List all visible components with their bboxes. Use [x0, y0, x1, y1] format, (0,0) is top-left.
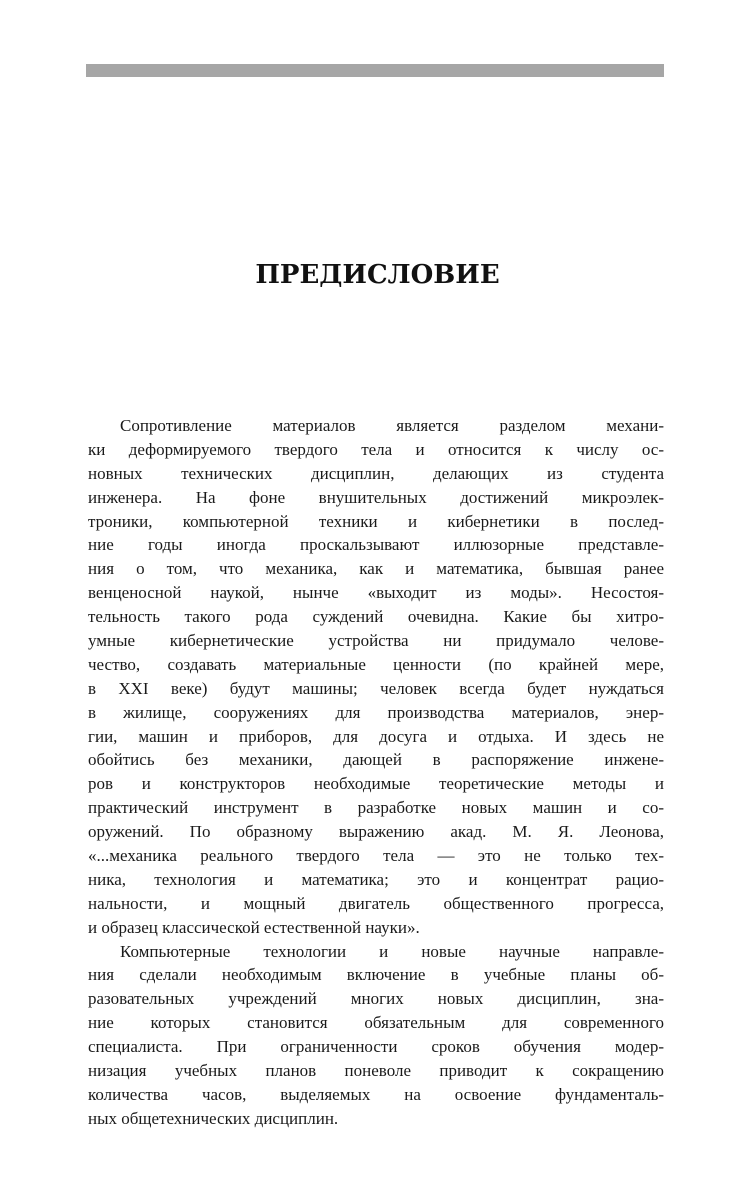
- text-line: практический инструмент в разработке новых машин и со-: [88, 798, 664, 818]
- paragraph-1: [88, 414, 664, 940]
- text-line: ных общетехнических дисциплин.: [88, 1108, 339, 1128]
- text-line: ния сделали необходимым включение в учебные планы об-: [88, 965, 664, 985]
- text-line: венценосной наукой, нынче «выходит из моды». Несостоя-: [88, 583, 664, 603]
- text-line: гии, машин и приборов, для досуга и отдыха. И здесь не: [88, 726, 664, 746]
- text-line: оружений. По образному выражению акад. М. Я. Леонова,: [88, 822, 664, 842]
- text-line: ров и конструкторов необходимые теоретические методы и: [88, 774, 664, 794]
- text-line: количества часов, выделяемых на освоение фундаменталь-: [88, 1084, 664, 1104]
- text-line: обойтись без механики, дающей в распоряжение инжене-: [88, 750, 664, 770]
- text-line: разовательных учреждений многих новых дисциплин, зна-: [88, 989, 664, 1009]
- text-line: Сопротивление материалов является разделом механи-: [120, 416, 664, 435]
- text-line: ние годы иногда проскальзывают иллюзорные представле-: [88, 535, 664, 555]
- text-line: ния о том, что механика, как и математика, бывшая ранее: [88, 559, 664, 579]
- text-line: специалиста. При ограниченности сроков обучения модер-: [88, 1037, 664, 1057]
- text-line: «...механика реального твердого тела — это не только тех-: [88, 846, 664, 866]
- text-line: чество, создавать материальные ценности (по крайней мере,: [88, 654, 664, 674]
- text-line: троники, компьютерной техники и кибернетики в послед-: [88, 511, 664, 531]
- text-line: тельность такого рода суждений очевидна. Какие бы хитро-: [88, 607, 664, 627]
- text-line: в жилище, сооружениях для производства материалов, энер-: [88, 702, 664, 722]
- text-line: низация учебных планов поневоле приводит к сокращению: [88, 1061, 664, 1081]
- text-line: и образец классической естественной науки».: [88, 917, 420, 937]
- page-title: ПРЕДИСЛОВИЕ: [255, 260, 500, 290]
- text-line: Компьютерные технологии и новые научные направле-: [120, 941, 664, 961]
- body-text: [88, 414, 664, 1131]
- text-line: инженера. На фоне внушительных достижений микроэлек-: [88, 487, 664, 507]
- text-line: ние которых становится обязательным для современного: [88, 1013, 664, 1033]
- paragraph-2: [88, 940, 664, 1131]
- header-rule: [86, 64, 664, 77]
- text-line: нальности, и мощный двигатель общественного прогресса,: [88, 893, 664, 913]
- text-line: ки деформируемого твердого тела и относится к числу ос-: [88, 439, 664, 459]
- text-line: умные кибернетические устройства ни придумало челове-: [88, 631, 664, 651]
- text-line: ника, технология и математика; это и концентрат рацио-: [88, 869, 664, 889]
- text-line: в XXI веке) будут машины; человек всегда будет нуждаться: [88, 678, 664, 698]
- text-line: новных технических дисциплин, делающих из студента: [88, 463, 664, 483]
